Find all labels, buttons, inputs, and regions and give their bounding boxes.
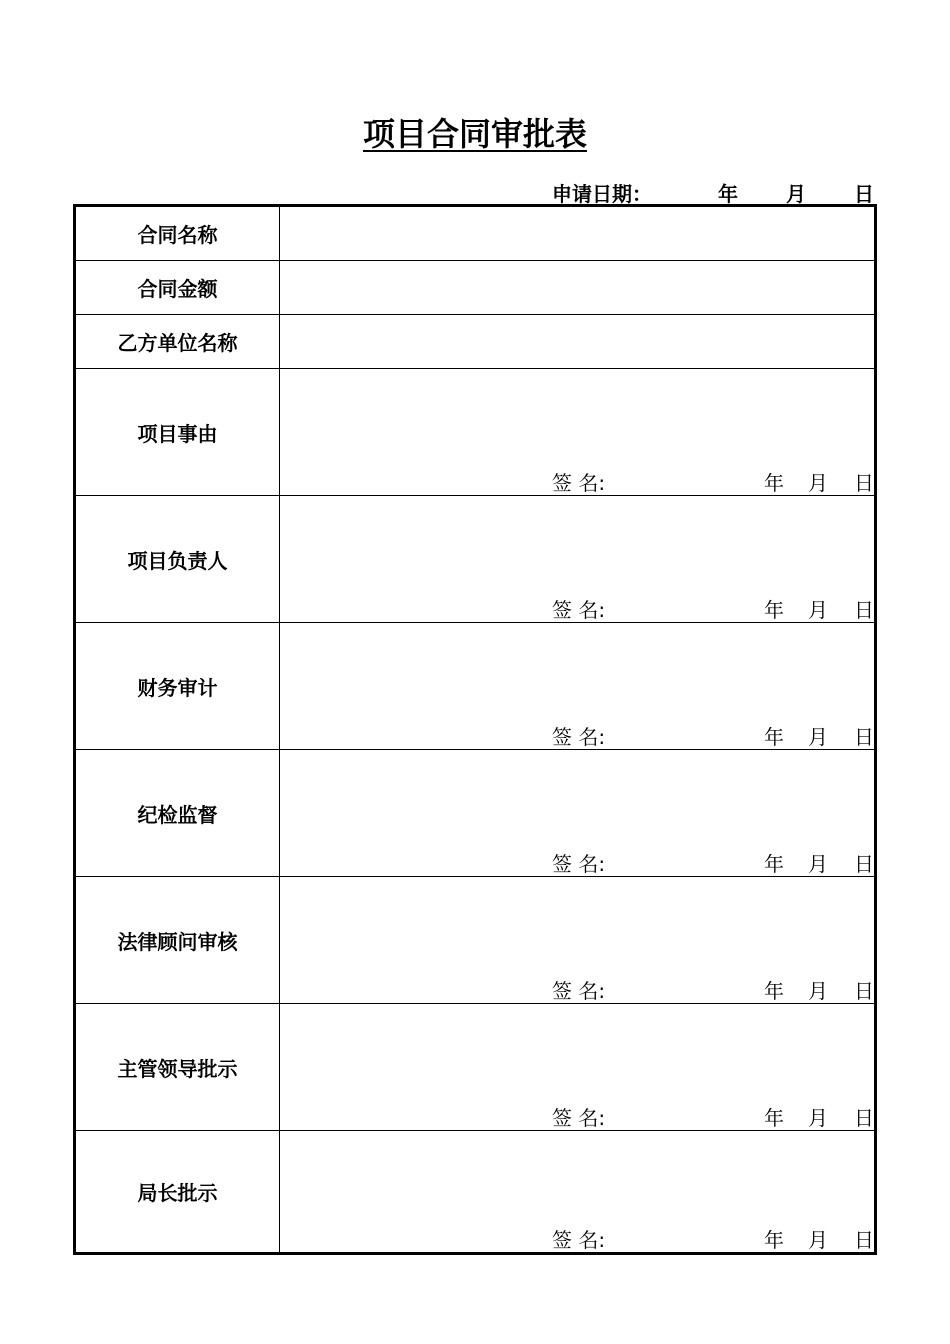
- party-b-name-field[interactable]: [280, 315, 874, 368]
- sign-label: 签 名:: [552, 598, 606, 622]
- sign-year: 年: [764, 471, 784, 495]
- signature-line: [280, 846, 874, 876]
- sign-year: 年: [764, 598, 784, 622]
- signature-line: [280, 465, 874, 495]
- sign-label: 签 名:: [552, 1106, 606, 1130]
- form-title: [0, 112, 950, 156]
- sign-month: 月: [808, 1228, 828, 1252]
- sign-day: 日: [854, 725, 874, 749]
- signature-line: [280, 719, 874, 749]
- sign-year: 年: [764, 852, 784, 876]
- row-financial-audit: [76, 623, 874, 750]
- project-reason-field[interactable]: [280, 369, 874, 495]
- director-instruction-label: 局长批示: [76, 1131, 280, 1252]
- project-reason-label: 项目事由: [76, 369, 280, 495]
- sign-month: 月: [808, 852, 828, 876]
- sign-label: 签 名:: [552, 725, 606, 749]
- row-party-b-name: [76, 315, 874, 369]
- sign-day: 日: [854, 1228, 874, 1252]
- sign-day: 日: [854, 598, 874, 622]
- sign-day: 日: [854, 471, 874, 495]
- apply-date-line: [552, 176, 878, 204]
- supervisor-instruction-field[interactable]: [280, 1004, 874, 1130]
- sign-month: 月: [808, 1106, 828, 1130]
- apply-date-label: 申请日期：: [552, 182, 652, 206]
- sign-year: 年: [764, 1106, 784, 1130]
- sign-day: 日: [854, 979, 874, 1003]
- sign-month: 月: [808, 979, 828, 1003]
- contract-name-field[interactable]: [280, 207, 874, 260]
- apply-date-year: 年: [718, 182, 738, 206]
- sign-year: 年: [764, 979, 784, 1003]
- row-contract-amount: [76, 261, 874, 315]
- form-title-text: 项目合同审批表: [362, 115, 587, 153]
- supervisor-instruction-label: 主管领导批示: [76, 1004, 280, 1130]
- sign-month: 月: [808, 598, 828, 622]
- row-discipline-supervision: [76, 750, 874, 877]
- legal-review-label: 法律顾问审核: [76, 877, 280, 1003]
- apply-date-month: 月: [786, 182, 806, 206]
- row-legal-review: [76, 877, 874, 1004]
- contract-name-label: 合同名称: [76, 207, 280, 260]
- signature-line: [280, 1222, 874, 1252]
- approval-form-table: [73, 204, 877, 1255]
- row-contract-name: [76, 207, 874, 261]
- row-supervisor-instruction: [76, 1004, 874, 1131]
- signature-line: [280, 1100, 874, 1130]
- sign-year: 年: [764, 725, 784, 749]
- sign-year: 年: [764, 1228, 784, 1252]
- contract-amount-field[interactable]: [280, 261, 874, 314]
- project-leader-label: 项目负责人: [76, 496, 280, 622]
- party-b-name-label: 乙方单位名称: [76, 315, 280, 368]
- sign-month: 月: [808, 725, 828, 749]
- row-project-leader: [76, 496, 874, 623]
- financial-audit-field[interactable]: [280, 623, 874, 749]
- sign-day: 日: [854, 852, 874, 876]
- sign-label: 签 名:: [552, 471, 606, 495]
- discipline-supervision-label: 纪检监督: [76, 750, 280, 876]
- legal-review-field[interactable]: [280, 877, 874, 1003]
- row-project-reason: [76, 369, 874, 496]
- sign-label: 签 名:: [552, 1228, 606, 1252]
- apply-date-day: 日: [854, 182, 874, 206]
- discipline-supervision-field[interactable]: [280, 750, 874, 876]
- row-director-instruction: [76, 1131, 874, 1252]
- sign-day: 日: [854, 1106, 874, 1130]
- director-instruction-field[interactable]: [280, 1131, 874, 1252]
- sign-label: 签 名:: [552, 852, 606, 876]
- financial-audit-label: 财务审计: [76, 623, 280, 749]
- contract-amount-label: 合同金额: [76, 261, 280, 314]
- signature-line: [280, 973, 874, 1003]
- sign-label: 签 名:: [552, 979, 606, 1003]
- sign-month: 月: [808, 471, 828, 495]
- signature-line: [280, 592, 874, 622]
- project-leader-field[interactable]: [280, 496, 874, 622]
